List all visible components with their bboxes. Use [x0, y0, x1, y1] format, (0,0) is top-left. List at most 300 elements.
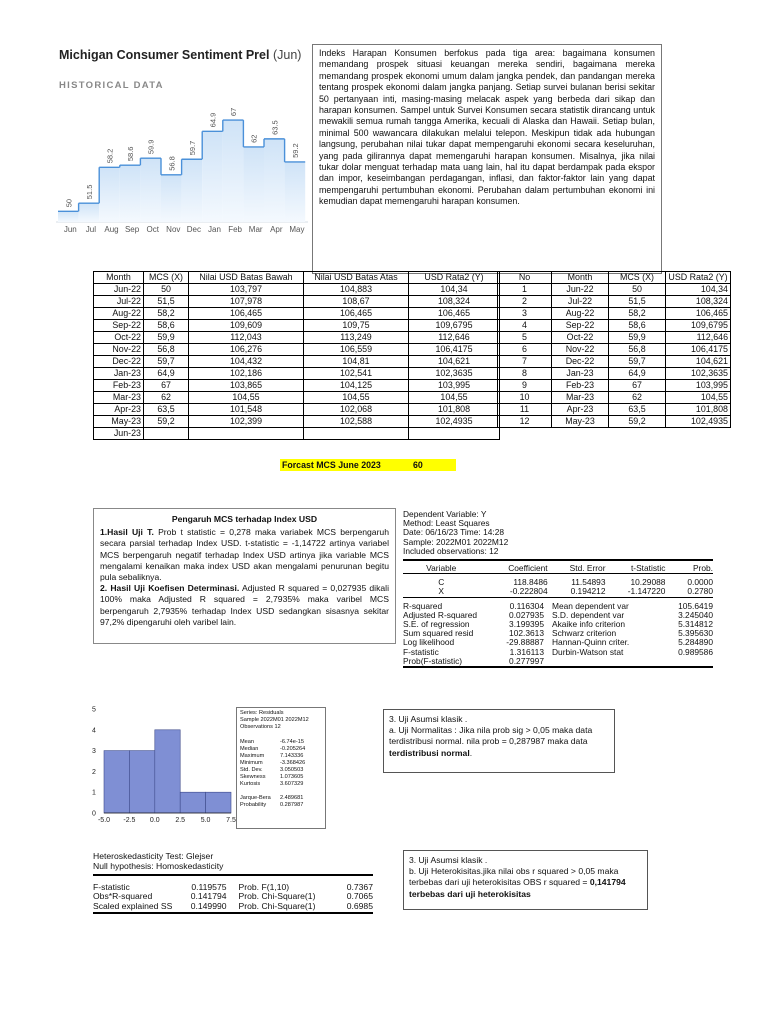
forecast-highlight: [280, 459, 456, 471]
hetero-cell: Obs*R-squared: [93, 891, 153, 902]
regression-header-line: Date: 06/16/23 Time: 14:28: [403, 527, 505, 538]
table1-cell: Jul-22: [94, 296, 144, 308]
regression-header-line: Included observations: 12: [403, 545, 499, 556]
table1-cell: 101,808: [409, 404, 500, 416]
regression-stat-cell: Sum squared resid: [403, 628, 474, 639]
table1-row: [94, 416, 500, 428]
regression-stat-cell: 0.116304: [509, 600, 544, 611]
regression-stat-cell: Hannan-Quinn criter.: [551, 637, 630, 648]
sentiment-value-label: 59.2: [290, 143, 300, 158]
table2-row: [498, 344, 731, 356]
sentiment-month-label: Apr: [270, 225, 283, 234]
table1-cell: 59,2: [144, 416, 189, 428]
table1-header-cell: Nilai USD Batas Bawah: [189, 272, 304, 284]
table2-cell: 67: [609, 380, 666, 392]
residual-stat-label: Skewness: [240, 774, 266, 781]
sentiment-bar: [161, 175, 182, 222]
table2-row: [498, 332, 731, 344]
table1-cell: 51,5: [144, 296, 189, 308]
table1-row: [94, 428, 500, 440]
table1-cell: [409, 428, 500, 440]
table1-cell: 56,8: [144, 344, 189, 356]
table2-cell: Mar-23: [552, 392, 609, 404]
sentiment-bar-chart: [56, 98, 312, 238]
table1-cell: 58,6: [144, 320, 189, 332]
residual-stat-row: [240, 781, 305, 788]
regression-stat-cell: 1.316113: [509, 646, 544, 657]
regression-stat-cell: Mean dependent var: [551, 600, 629, 611]
uji-koefisien-heading: 2. Hasil Uji Koefisen Determinasi.: [100, 583, 240, 594]
table2-cell: 104,55: [666, 392, 731, 404]
histogram-x-tick: -5.0: [97, 817, 111, 824]
table2-cell: 11: [498, 404, 552, 416]
regression-header-line: Method: Least Squares: [403, 518, 490, 529]
regression-coef-row: [403, 578, 713, 587]
description-box: Indeks Harapan Konsumen berfokus pada tiga area: bagaimana konsumen memandang prospek situasi keuangan mereka sendiri, bagaimana mereka memandang prospek ekonomi umum dalam jangka pendek, dan pandangan mereka tentang prospek ekonomi dalam jangka panjang. Setiap survei bulanan berisi sekitar 50 pertanyaan inti, masing-masing melacak aspek yang berbeda dari sikap dan harapan konsumen. Sampel untuk Survei Konsumen secara statistik dirancang untuk mewakili semua rumah tangga Amerika, kecuali di Alaska dan Hawaii. Setiap bulan, minimal 500 wawancara dilakukan melalui telepon. Meskipun tidak ada hubungan langsung, perubahan nilai tukar dapat mempengaruhi ekonomi secara keseluruhan, yang pada gilirannya dapat memengaruhi harapan konsumen. Misalnya, jika nilai tukar dolar menguat terhadap mata uang lain, hal itu dapat berdampak pada ekspor dan impor, keseimbangan perdagangan, inflasi, dan faktor-faktor lain yang dapat mempengaruhi pertumbuhan ekonomi. Perubahan dalam pertumbuhan ekonomi ini kemudian dapat memengaruhi harapan konsumen.: [312, 44, 662, 274]
table1-cell: 104,883: [304, 284, 409, 296]
numbered-mcs-table: [497, 271, 731, 428]
table1-header-cell: Month: [94, 272, 144, 284]
sentiment-month-label: Jan: [208, 225, 221, 234]
table1-cell: 106,465: [304, 308, 409, 320]
pengaruh-box: [93, 508, 396, 644]
histogram-x-tick: 5.0: [200, 817, 211, 824]
sentiment-month-label: Feb: [228, 225, 242, 234]
table1-cell: 59,7: [144, 356, 189, 368]
table1-cell: 103,797: [189, 284, 304, 296]
histogram-y-tick: 5: [92, 706, 96, 714]
table1-row: [94, 308, 500, 320]
residual-stat-row: [240, 760, 305, 767]
uji-heteroskedastisitas-box: [403, 850, 648, 910]
regression-stat-cell: [661, 657, 713, 667]
sentiment-title-suffix: (Jun): [272, 48, 302, 62]
regression-stats-table: [403, 602, 713, 670]
uji-normalitas-text: a. Uji Normalitas : Jika nila prob sig > 0,05 maka data terdistribusi normal. nila prob = 0,287987 maka data terdistribusi normal.: [389, 725, 593, 758]
heteroskedasticity-test: [93, 852, 373, 916]
sentiment-month-label: Aug: [104, 225, 119, 234]
table2-cell: Apr-23: [552, 404, 609, 416]
sentiment-bar: [79, 203, 100, 222]
regression-column-headers: [403, 564, 713, 574]
residual-stat-value: 7.143336: [280, 752, 304, 759]
table2-cell: 101,808: [666, 404, 731, 416]
hetero-cell: 0.119575: [191, 881, 227, 892]
table2-cell: 3: [498, 308, 552, 320]
hetero-cell: F-statistic: [93, 881, 130, 892]
forecast-label: Forcast MCS June 2023: [282, 460, 381, 470]
table2-cell: Oct-22: [552, 332, 609, 344]
residual-stat-value: 1.073605: [280, 774, 304, 781]
histogram-x-tick: 0.0: [149, 817, 160, 824]
table1-cell: 109,6795: [409, 320, 500, 332]
table2-row: [498, 284, 731, 296]
table2-cell: 58,2: [609, 308, 666, 320]
sentiment-value-label: 56.8: [167, 156, 177, 171]
sentiment-bar: [202, 131, 223, 222]
hetero-null: Null hypothesis: Homoskedasticity: [93, 860, 224, 871]
residual-jb-value: 0.287987: [280, 802, 304, 809]
sentiment-value-label: 62: [249, 134, 259, 143]
histogram-x-tick: 2.5: [175, 817, 186, 824]
pengaruh-paragraph-1: [100, 527, 389, 583]
table1-cell: Mar-23: [94, 392, 144, 404]
regression-stat-cell: Akaike info criterion: [551, 619, 626, 630]
histogram-bar: [129, 751, 154, 813]
table1-cell: 103,865: [189, 380, 304, 392]
table1-cell: 112,646: [409, 332, 500, 344]
sentiment-value-label: 51.5: [84, 184, 94, 200]
sentiment-value-label: 63.5: [270, 120, 280, 135]
table2-row: [498, 308, 731, 320]
table1-cell: 113,249: [304, 332, 409, 344]
table1-cell: 104,432: [189, 356, 304, 368]
table2-cell: 104,34: [666, 284, 731, 296]
regression-stat-cell: Durbin-Watson stat: [551, 646, 624, 657]
table1-cell: [144, 428, 189, 440]
table1-cell: Nov-22: [94, 344, 144, 356]
table1-cell: 62: [144, 392, 189, 404]
regression-header-line: Sample: 2022M01 2022M12: [403, 536, 509, 547]
table2-cell: 6: [498, 344, 552, 356]
sentiment-month-label: May: [289, 225, 305, 234]
table2-cell: 58,6: [609, 320, 666, 332]
table1-cell: 104,55: [409, 392, 500, 404]
table1-cell: 102,4935: [409, 416, 500, 428]
sentiment-value-label: 58.2: [105, 148, 115, 164]
table2-cell: May-23: [552, 416, 609, 428]
regression-stat-cell: 0.027935: [509, 609, 544, 620]
forecast-value: 60: [413, 460, 423, 470]
sentiment-value-label: 58.6: [126, 146, 136, 162]
residual-stat-label: Maximum: [240, 752, 265, 759]
table2-cell: 56,8: [609, 344, 666, 356]
sentiment-bar: [99, 167, 120, 222]
hetero-cell: 0.7367: [346, 881, 373, 892]
table1-cell: 58,2: [144, 308, 189, 320]
table1-cell: 112,043: [189, 332, 304, 344]
table2-row: [498, 380, 731, 392]
regression-stat-cell: Adjusted R-squared: [403, 609, 478, 620]
regression-coef-row: [403, 587, 713, 597]
histogram-bar: [104, 751, 129, 813]
table1-cell: 64,9: [144, 368, 189, 380]
table1-row: [94, 296, 500, 308]
table2-cell: 64,9: [609, 368, 666, 380]
table2-cell: 50: [609, 284, 666, 296]
table2-cell: 59,2: [609, 416, 666, 428]
table1-cell: 109,609: [189, 320, 304, 332]
sentiment-bar: [285, 162, 306, 222]
regression-coef-cell: 0.2780: [687, 586, 713, 597]
table1-cell: 102,3635: [409, 368, 500, 380]
table1-cell: Oct-22: [94, 332, 144, 344]
table1-cell: 106,465: [409, 308, 500, 320]
regression-coef-cell: C: [438, 577, 445, 588]
uji-t-text: Prob t statistic = 0,278 maka variabek MCS berpengaruh secara parsial terhadap Index USD. t-statistic = -1,14722 artinya variabel MCS berpengaruh negatif terhadap Index USD artinya jika variable MCS mengalami kenaikan maka index USD akan mengalami penurunan begitu pula sebaliknya.: [100, 527, 389, 583]
historical-data-label: HISTORICAL DATA: [59, 80, 164, 91]
regression-column-header: Variable: [426, 563, 457, 574]
histogram-x-tick: -2.5: [123, 817, 136, 824]
uji-hetero-conclusion: 0,141794 terbebas dari uji heterokisitas: [409, 877, 626, 899]
table2-cell: 12: [498, 416, 552, 428]
regression-stat-cell: 0.989586: [678, 646, 713, 657]
regression-coef-cell: 0.194212: [570, 586, 606, 597]
residual-stat-row: [240, 753, 305, 760]
sentiment-bar: [140, 158, 161, 222]
table1-cell: Jan-23: [94, 368, 144, 380]
table1-cell: 109,75: [304, 320, 409, 332]
table1-cell: May-23: [94, 416, 144, 428]
regression-stat-cell: 5.284890: [678, 637, 713, 648]
regression-stat-cell: S.E. of regression: [403, 619, 470, 630]
sentiment-bar: [58, 211, 79, 222]
table1-cell: 104,125: [304, 380, 409, 392]
table2-cell: 62: [609, 392, 666, 404]
table1-cell: Sep-22: [94, 320, 144, 332]
table2-cell: 59,9: [609, 332, 666, 344]
regression-stat-cell: Prob(F-statistic): [403, 655, 463, 666]
table2-row: [498, 404, 731, 416]
residual-stat-label: Mean: [240, 738, 254, 745]
table2-cell: 102,3635: [666, 368, 731, 380]
table1-cell: 102,399: [189, 416, 304, 428]
table1-cell: Dec-22: [94, 356, 144, 368]
table1-cell: 104,81: [304, 356, 409, 368]
sentiment-title: Michigan Consumer Sentiment Prel (Jun): [59, 48, 302, 62]
regression-stat-cell: R-squared: [403, 600, 443, 611]
table2-cell: Dec-22: [552, 356, 609, 368]
table1-cell: 102,541: [304, 368, 409, 380]
table1-header-cell: Nilai USD Batas Atas: [304, 272, 409, 284]
table2-cell: 106,4175: [666, 344, 731, 356]
table1-cell: 108,324: [409, 296, 500, 308]
pengaruh-paragraph-2: [100, 583, 389, 628]
regression-header-line: Dependent Variable: Y: [403, 509, 487, 519]
table1-cell: 102,068: [304, 404, 409, 416]
regression-coef-cell: -0.222804: [509, 586, 548, 597]
table1-cell: 104,55: [189, 392, 304, 404]
table1-header-cell: USD Rata2 (Y): [409, 272, 500, 284]
regression-stat-cell: Schwarz criterion: [551, 628, 617, 639]
residual-stat-value: 3.050503: [280, 766, 304, 773]
hetero-cell: Prob. Chi-Square(1): [238, 891, 316, 902]
table2-cell: Feb-23: [552, 380, 609, 392]
table1-cell: 106,4175: [409, 344, 500, 356]
table2-cell: 8: [498, 368, 552, 380]
table1-row: [94, 344, 500, 356]
regression-stat-row: [403, 657, 713, 667]
table1-row: [94, 368, 500, 380]
table2-cell: Aug-22: [552, 308, 609, 320]
table1-cell: Feb-23: [94, 380, 144, 392]
table2-cell: 51,5: [609, 296, 666, 308]
pengaruh-title: Pengaruh MCS terhadap Index USD: [171, 514, 318, 524]
table2-header-cell: No: [498, 272, 552, 284]
regression-header: [403, 510, 713, 556]
sentiment-value-label: 59.9: [146, 139, 156, 155]
regression-column-header: Prob.: [692, 563, 713, 574]
regression-stat-cell: Log likelihood: [403, 637, 455, 648]
residual-stat-label: Minimum: [240, 759, 263, 766]
residual-jb-value: 2.489681: [280, 795, 304, 802]
histogram-y-tick: 0: [92, 810, 96, 818]
regression-stat-cell: F-statistic: [403, 646, 439, 657]
sentiment-month-label: Jul: [85, 225, 97, 234]
histogram-y-tick: 2: [92, 768, 96, 776]
sentiment-bar: [223, 120, 244, 222]
table2-cell: 5: [498, 332, 552, 344]
table2-cell: 1: [498, 284, 552, 296]
table1-row: [94, 356, 500, 368]
regression-coef-cell: 11.54893: [571, 577, 606, 588]
regression-column-header: Std. Error: [569, 563, 606, 574]
table2-row: [498, 356, 731, 368]
table1-cell: Jun-23: [94, 428, 144, 440]
histogram-y-tick: 1: [92, 789, 96, 797]
sentiment-bar: [243, 147, 264, 222]
residual-histogram: [86, 700, 236, 826]
histogram-bar: [180, 792, 205, 813]
table1-cell: [189, 428, 304, 440]
table1-cell: 102,588: [304, 416, 409, 428]
residual-stat-row: [240, 767, 305, 774]
residual-stat-label: Kurtosis: [240, 781, 261, 788]
uji-t-heading: 1.Hasil Uji T.: [100, 527, 154, 538]
uji-hetero-text: b. Uji Heterokisitas.jika nilai obs r squared > 0,05 maka terbebas dari uji heterokisitas OBS r squared = 0,141794 terbebas dari uji heterokisitas: [409, 866, 626, 899]
regression-stat-cell: -29.88887: [506, 637, 544, 648]
histogram-x-tick: 7.5: [226, 817, 236, 824]
hetero-cell: Prob. Chi-Square(1): [238, 901, 316, 912]
regression-stat-cell: 102.3613: [509, 628, 544, 639]
residual-stat-row: [240, 739, 305, 746]
hetero-cell: 0.6985: [346, 901, 373, 912]
residual-stat-row: [240, 746, 305, 753]
residual-stat-value: -0.205264: [280, 745, 306, 752]
sentiment-value-label: 50: [64, 198, 74, 208]
residual-stat-label: Std. Dev.: [240, 766, 263, 773]
table1-cell: 106,559: [304, 344, 409, 356]
uji-normalitas-box: [383, 709, 615, 773]
table2-cell: 108,324: [666, 296, 731, 308]
table2-row: [498, 368, 731, 380]
table2-cell: Jan-23: [552, 368, 609, 380]
sentiment-month-label: Jun: [63, 225, 77, 234]
table1-row: [94, 380, 500, 392]
table2-header-cell: USD Rata2 (Y): [666, 272, 731, 284]
table2-row: [498, 392, 731, 404]
table2-cell: Jul-22: [552, 296, 609, 308]
histogram-y-tick: 3: [92, 748, 96, 756]
sentiment-month-label: Dec: [186, 225, 202, 234]
regression-coef-cell: 118.8486: [513, 577, 548, 588]
table1-row: [94, 332, 500, 344]
table2-cell: 112,646: [666, 332, 731, 344]
table2-cell: 2: [498, 296, 552, 308]
table1-cell: 63,5: [144, 404, 189, 416]
residual-stats-box: [236, 707, 326, 829]
table1-row: [94, 392, 500, 404]
hetero-cell: 0.141794: [190, 891, 227, 902]
table2-cell: 7: [498, 356, 552, 368]
table2-row: [498, 416, 731, 428]
sentiment-month-label: Sep: [124, 225, 140, 234]
table1-cell: 106,276: [189, 344, 304, 356]
uji-hetero-title: 3. Uji Asumsi klasik .: [409, 855, 488, 865]
table2-row: [498, 320, 731, 332]
table1-header-cell: MCS (X): [144, 272, 189, 284]
table2-cell: 104,621: [666, 356, 731, 368]
regression-stat-cell: 5.314812: [678, 619, 713, 630]
usd-range-table: [93, 271, 500, 440]
sentiment-value-label: 67: [229, 107, 239, 117]
table2-cell: 59,7: [609, 356, 666, 368]
uji-normalitas-title: 3. Uji Asumsi klasik .: [389, 714, 468, 724]
regression-stat-cell: 3.199395: [509, 619, 544, 630]
regression-coef-cell: X: [438, 586, 445, 597]
table1-cell: Apr-23: [94, 404, 144, 416]
regression-column-header: Coefficient: [508, 563, 548, 574]
uji-koefisien-text: Adjusted R squared = 0,027935 dikali 100% maka Adjusted R squared = 2,7935% maka varibel MCS berpengaruh 2,7935% terhadap Index USD sedangkan sisasnya sekitar 97,2% dipengaruhi oleh varibel lain.: [100, 583, 389, 627]
residual-jb-label: Jarque-Bera: [240, 795, 271, 802]
sentiment-bar: [264, 139, 285, 222]
table1-cell: 108,67: [304, 296, 409, 308]
table1-cell: 107,978: [189, 296, 304, 308]
residual-jb-row: [240, 795, 303, 802]
table2-row: [498, 296, 731, 308]
regression-column-header: t-Statistic: [630, 563, 666, 574]
table1-cell: [304, 428, 409, 440]
table2-cell: 103,995: [666, 380, 731, 392]
table2-cell: 102,4935: [666, 416, 731, 428]
regression-coef-cell: 10.29088: [630, 577, 666, 588]
hetero-cell: Prob. F(1,10): [238, 881, 290, 892]
regression-stat-cell: S.D. dependent var: [551, 609, 625, 620]
table1-row: [94, 404, 500, 416]
regression-coef-table: [403, 559, 713, 602]
table2-cell: Sep-22: [552, 320, 609, 332]
regression-stat-cell: 5.395630: [678, 628, 713, 639]
histogram-bar: [155, 730, 180, 813]
residual-stats-line: Observations 12: [240, 724, 281, 731]
residual-stats-line: Series: Residuals: [240, 710, 284, 716]
table1-cell: 67: [144, 380, 189, 392]
sentiment-month-label: Mar: [248, 225, 263, 234]
uji-normalitas-conclusion: terdistribusi normal: [389, 747, 470, 758]
regression-coef-cell: 0.0000: [687, 577, 713, 588]
table1-cell: Aug-22: [94, 308, 144, 320]
regression-stat-cell: 0.277997: [509, 655, 544, 666]
residual-stat-row: [240, 774, 305, 781]
residual-stats-line: Sample 2022M01 2022M12: [240, 717, 309, 724]
residual-jb-row: [240, 802, 303, 809]
sentiment-bar: [182, 159, 203, 222]
table1-cell: 104,621: [409, 356, 500, 368]
residual-stat-label: Median: [240, 745, 259, 752]
hetero-row: [93, 902, 373, 913]
sentiment-bar: [120, 165, 141, 222]
hetero-title: Heteroskedasticity Test: Glejser: [93, 851, 214, 861]
table2-cell: 106,465: [666, 308, 731, 320]
table2-cell: Jun-22: [552, 284, 609, 296]
regression-stat-cell: 105.6419: [678, 600, 713, 611]
table2-header-row: [498, 272, 731, 284]
residual-stat-value: -3.368426: [280, 759, 306, 766]
hetero-cell: 0.149990: [190, 901, 227, 912]
table1-cell: 103,995: [409, 380, 500, 392]
histogram-y-tick: 4: [92, 727, 96, 735]
table1-header-row: [94, 272, 500, 284]
